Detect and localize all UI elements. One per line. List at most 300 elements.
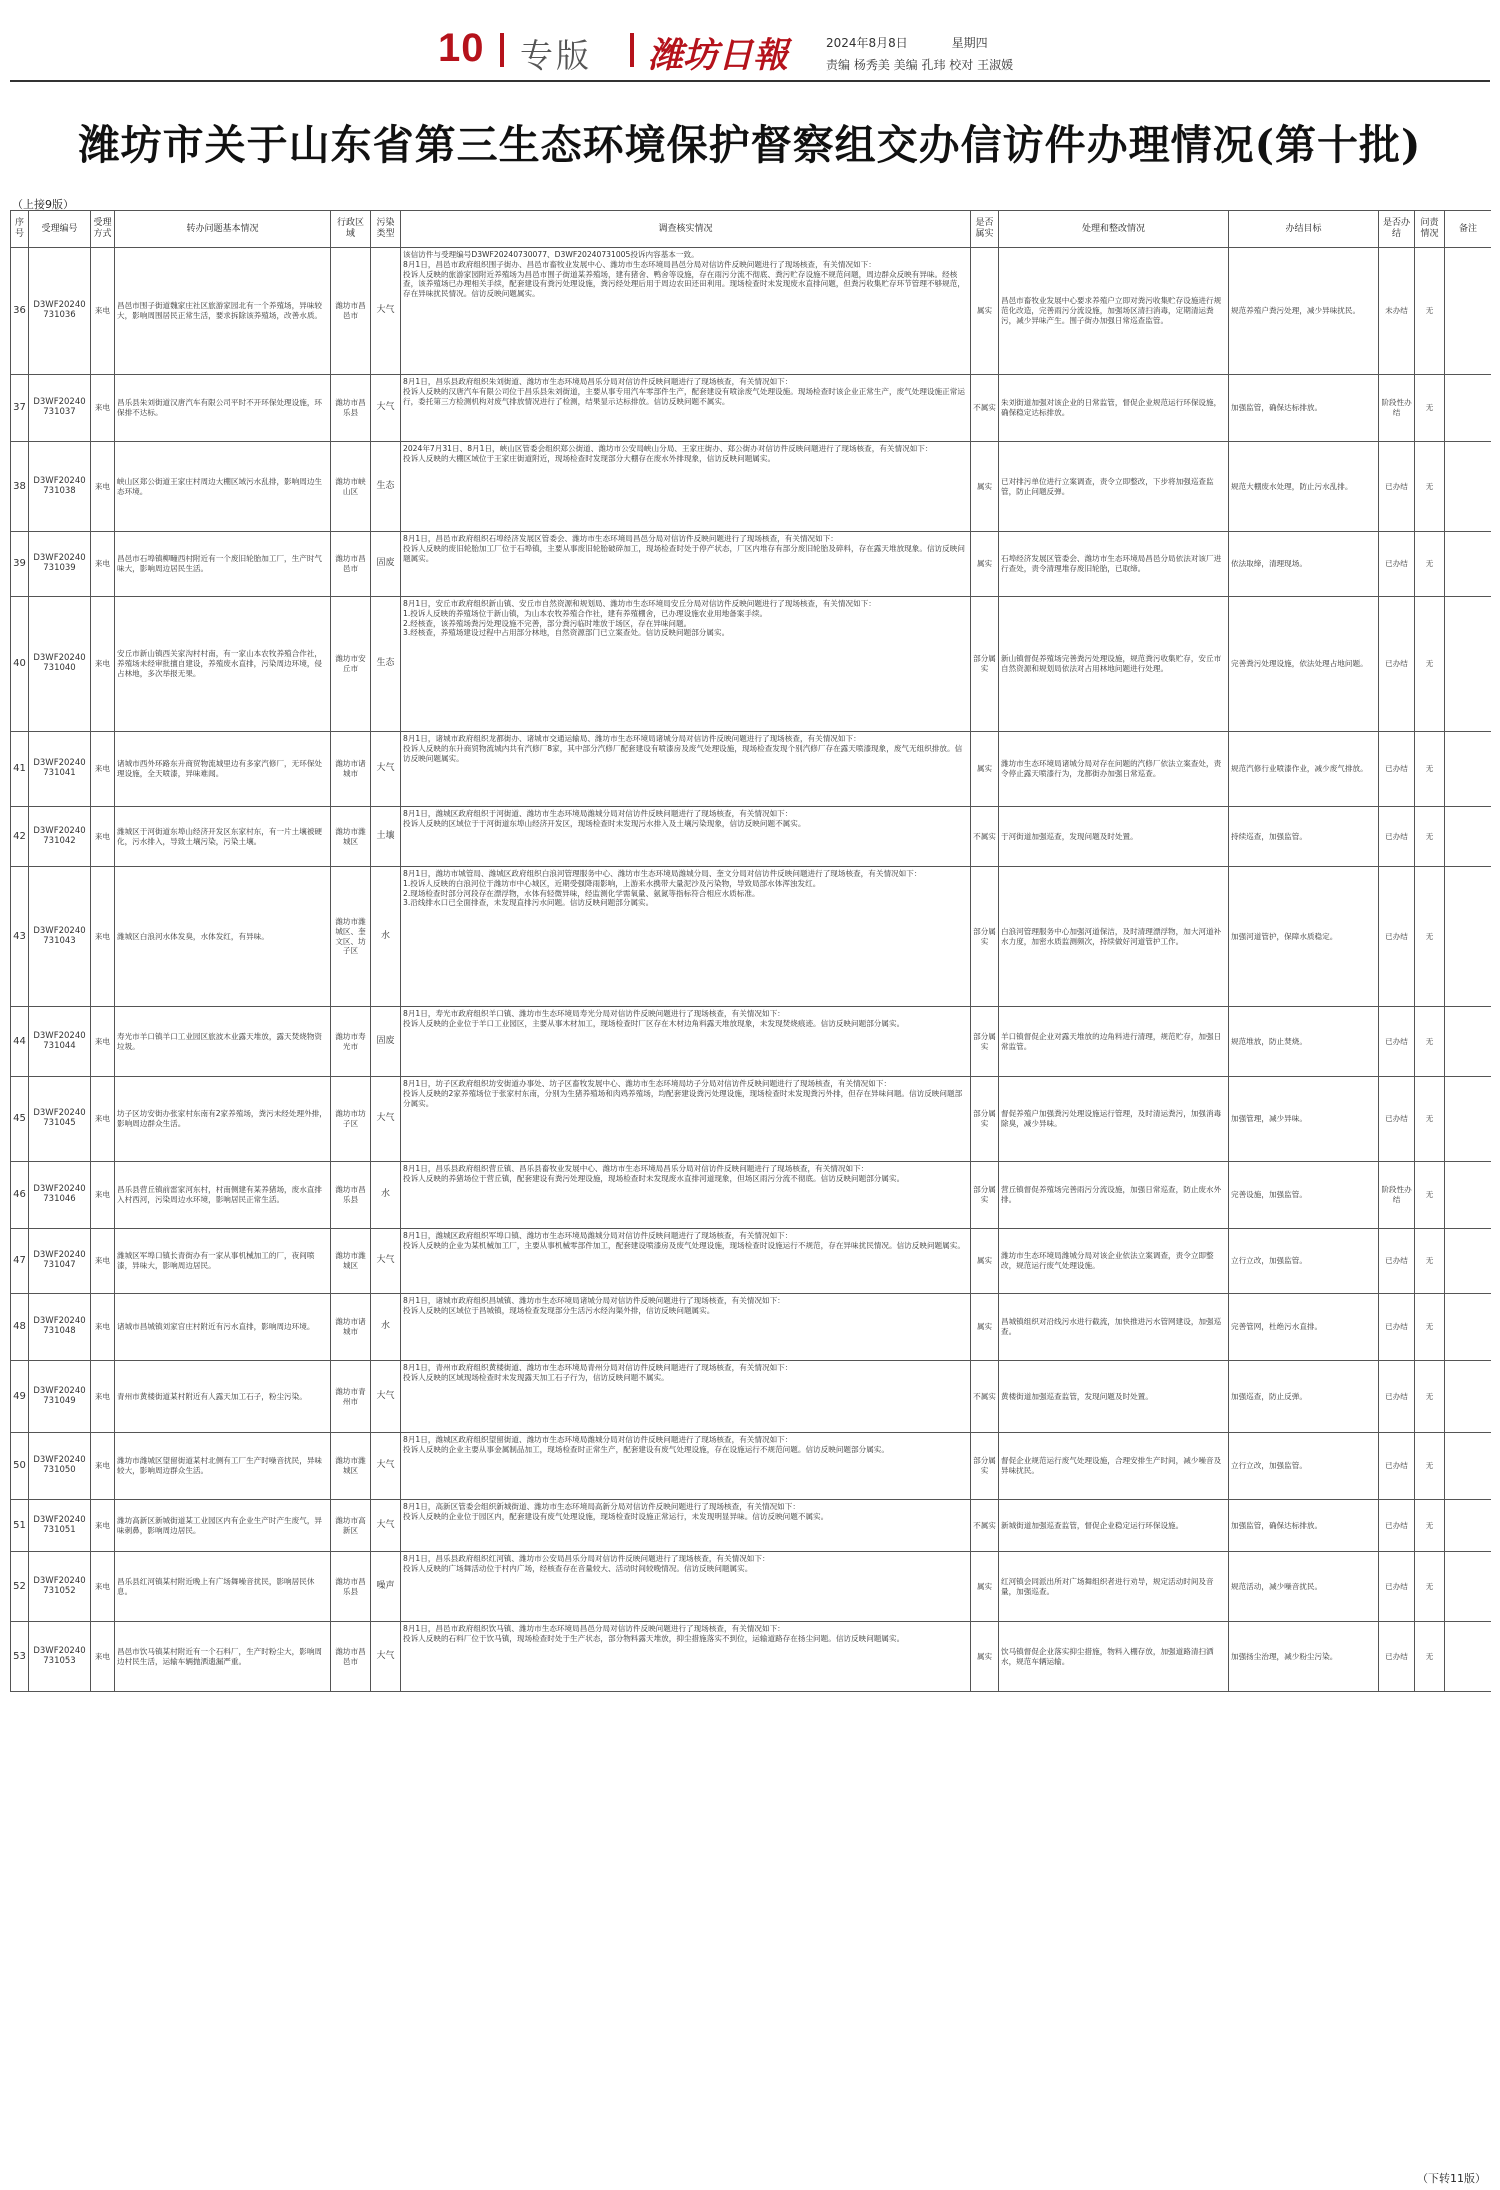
cell-method: 来电 <box>91 1433 115 1500</box>
cell-verified: 不属实 <box>971 807 999 867</box>
investigation-paragraph: 1.投诉人反映的养殖场位于新山镇，为山本农牧养殖合作社，建有养殖棚舍，已办理设施农业用地备案手续。 <box>403 608 768 618</box>
cell-note <box>1445 807 1492 867</box>
cell-method: 来电 <box>91 442 115 532</box>
cell-pollution-type: 水 <box>371 1162 401 1229</box>
cell-number: 43 <box>11 867 29 1007</box>
cell-completion: 未办结 <box>1379 248 1415 375</box>
column-header: 转办问题基本情况 <box>115 211 331 248</box>
cell-handling: 督促养殖户加强粪污处理设施运行管理，及时清运粪污，加强消毒除臭，减少异味。 <box>999 1077 1229 1162</box>
cell-case-id: D3WF20240731046 <box>29 1162 91 1229</box>
table-row <box>11 442 1492 532</box>
cell-issue: 潍城区于河街道东埠山经济开发区东家村东，有一片土壤被硬化，污水排入，导致土壤污染，污染土壤。 <box>115 807 331 867</box>
cell-accountability: 无 <box>1415 1007 1445 1077</box>
cell-pollution-type: 大气 <box>371 1500 401 1552</box>
cell-pollution-type: 噪声 <box>371 1552 401 1622</box>
cell-completion: 已办结 <box>1379 732 1415 807</box>
cell-verified: 不属实 <box>971 1500 999 1552</box>
cell-pollution-type: 固废 <box>371 1007 401 1077</box>
cell-note <box>1445 732 1492 807</box>
table-row <box>11 1007 1492 1077</box>
cell-verified: 不属实 <box>971 1361 999 1433</box>
cell-pollution-type: 水 <box>371 1294 401 1361</box>
cell-region: 潍坊市昌乐县 <box>331 375 371 442</box>
cell-target: 依法取缔，清理现场。 <box>1229 532 1379 597</box>
cell-number: 38 <box>11 442 29 532</box>
cell-issue: 青州市黄楼街道某村附近有人露天加工石子，粉尘污染。 <box>115 1361 331 1433</box>
cell-pollution-type: 固废 <box>371 532 401 597</box>
cell-accountability: 无 <box>1415 807 1445 867</box>
column-header: 污染类型 <box>371 211 401 248</box>
column-header: 是否属实 <box>971 211 999 248</box>
cell-handling: 石埠经济发展区管委会、潍坊市生态环境局昌邑分局依法对该厂进行查处，责令清理堆存废旧轮胎，已取缔。 <box>999 532 1229 597</box>
cell-note <box>1445 248 1492 375</box>
cell-accountability: 无 <box>1415 1077 1445 1162</box>
investigation-paragraph: 投诉人反映的区域位于于河街道东埠山经济开发区，现场检查时未发现污水排入及土壤污染现象，信访反映问题不属实。 <box>403 818 806 828</box>
cell-case-id: D3WF20240731043 <box>29 867 91 1007</box>
cell-method: 来电 <box>91 1229 115 1294</box>
masthead-divider <box>500 33 504 67</box>
cell-handling: 白浪河管理服务中心加强河道保洁，及时清理漂浮物，加大河道补水力度，加密水质监测频次，持续做好河道管护工作。 <box>999 867 1229 1007</box>
table-row <box>11 375 1492 442</box>
cell-region: 潍坊市高新区 <box>331 1500 371 1552</box>
cell-handling: 督促企业规范运行废气处理设施，合理安排生产时间，减少噪音及异味扰民。 <box>999 1433 1229 1500</box>
cell-number: 49 <box>11 1361 29 1433</box>
cell-target: 完善设施，加强监管。 <box>1229 1162 1379 1229</box>
masthead-rule <box>10 80 1490 82</box>
cell-target: 规范堆放，防止焚烧。 <box>1229 1007 1379 1077</box>
cell-number: 48 <box>11 1294 29 1361</box>
cell-region: 潍坊市峡山区 <box>331 442 371 532</box>
cell-completion: 已办结 <box>1379 1433 1415 1500</box>
cell-issue: 峡山区郑公街道王家庄村周边大棚区域污水乱排，影响周边生态环境。 <box>115 442 331 532</box>
cell-case-id: D3WF20240731040 <box>29 597 91 732</box>
cell-handling: 饮马镇督促企业落实抑尘措施，物料入棚存放，加强道路清扫洒水，规范车辆运输。 <box>999 1622 1229 1692</box>
cell-case-id: D3WF20240731047 <box>29 1229 91 1294</box>
investigation-paragraph: 8月1日，昌乐县政府组织朱刘街道、潍坊市生态环境局昌乐分局对信访件反映问题进行了现场核查，有关情况如下： <box>403 377 793 386</box>
cell-case-id: D3WF20240731049 <box>29 1361 91 1433</box>
cell-issue: 昌乐县营丘镇前雷家河东村，村南侧建有某养猪场，废水直排入村西河，污染周边水环境，影响居民正常生活。 <box>115 1162 331 1229</box>
cell-note <box>1445 1500 1492 1552</box>
cell-method: 来电 <box>91 375 115 442</box>
cell-note <box>1445 532 1492 597</box>
investigation-paragraph: 2.现场检查时部分河段存在漂浮物，水体有轻微异味，经监测化学需氧量、氨氮等指标符合相应水质标准。 <box>403 888 760 898</box>
table-row <box>11 1077 1492 1162</box>
cell-method: 来电 <box>91 807 115 867</box>
cell-region: 潍坊市诸城市 <box>331 732 371 807</box>
cell-handling: 昌城镇组织对沿线污水进行截流，加快推进污水管网建设，加强巡查。 <box>999 1294 1229 1361</box>
cell-handling: 羊口镇督促企业对露天堆放的边角料进行清理，规范贮存，加强日常监管。 <box>999 1007 1229 1077</box>
investigation-paragraph: 投诉人反映的区域现场检查时未发现露天加工石子行为，信访反映问题不属实。 <box>403 1372 669 1382</box>
cell-number: 36 <box>11 248 29 375</box>
cell-target: 加强监管，确保达标排放。 <box>1229 1500 1379 1552</box>
cell-investigation <box>401 375 971 442</box>
table-row <box>11 867 1492 1007</box>
cell-accountability: 无 <box>1415 1361 1445 1433</box>
cell-number: 45 <box>11 1077 29 1162</box>
cell-pollution-type: 大气 <box>371 375 401 442</box>
cell-issue: 昌邑市围子街道魏家庄社区旅游家园北有一个养殖场，异味较大，影响周围居民正常生活，要求拆除该养殖场，改善水质。 <box>115 248 331 375</box>
cell-case-id: D3WF20240731051 <box>29 1500 91 1552</box>
investigation-paragraph: 投诉人反映的广场舞活动位于村内广场，经核查存在音量较大、活动时间较晚情况。信访反映问题属实。 <box>403 1563 753 1573</box>
table-row <box>11 248 1492 375</box>
cell-completion: 已办结 <box>1379 1077 1415 1162</box>
cell-method: 来电 <box>91 1552 115 1622</box>
cell-issue: 昌邑市石埠镇柳疃西村附近有一个废旧轮胎加工厂，生产时气味大，影响周边居民生活。 <box>115 532 331 597</box>
cell-number: 50 <box>11 1433 29 1500</box>
cell-completion: 已办结 <box>1379 442 1415 532</box>
cell-case-id: D3WF20240731053 <box>29 1622 91 1692</box>
cell-region: 潍坊市昌邑市 <box>331 248 371 375</box>
cell-investigation <box>401 1229 971 1294</box>
cell-issue: 昌乐县红河镇某村附近晚上有广场舞噪音扰民，影响居民休息。 <box>115 1552 331 1622</box>
cell-note <box>1445 867 1492 1007</box>
cell-completion: 已办结 <box>1379 1622 1415 1692</box>
cell-accountability: 无 <box>1415 867 1445 1007</box>
cell-verified: 属实 <box>971 732 999 807</box>
cell-note <box>1445 1007 1492 1077</box>
cell-issue: 昌乐县朱刘街道汉唐汽车有限公司平时不开环保处理设施，环保排不达标。 <box>115 375 331 442</box>
cell-case-id: D3WF20240731042 <box>29 807 91 867</box>
cell-number: 37 <box>11 375 29 442</box>
cell-investigation <box>401 1552 971 1622</box>
investigation-paragraph: 2.经核查，该养殖场粪污处理设施不完善，部分粪污临时堆放于场区，存在异味问题。 <box>403 618 692 628</box>
cell-target: 加强管理，减少异味。 <box>1229 1077 1379 1162</box>
cell-note <box>1445 1552 1492 1622</box>
issue-date: 2024年8月8日 <box>826 36 908 50</box>
cell-number: 40 <box>11 597 29 732</box>
cell-verified: 属实 <box>971 1229 999 1294</box>
cell-method: 来电 <box>91 732 115 807</box>
cell-verified: 不属实 <box>971 375 999 442</box>
table-row <box>11 1162 1492 1229</box>
cell-region: 潍坊市安丘市 <box>331 597 371 732</box>
investigation-paragraph: 8月1日，昌乐县政府组织红河镇、潍坊市公安局昌乐分局对信访件反映问题进行了现场核查，有关情况如下： <box>403 1554 770 1563</box>
cell-pollution-type: 大气 <box>371 1077 401 1162</box>
investigation-paragraph: 8月1日，诸城市政府组织龙都街办、诸城市交通运输局、潍坊市生态环境局诸城分局对信访件反映问题进行了现场核查，有关情况如下： <box>403 734 861 743</box>
table-row <box>11 732 1492 807</box>
table-container <box>10 210 1491 2164</box>
issue-weekday: 星期四 <box>951 36 988 50</box>
cell-verified: 属实 <box>971 1552 999 1622</box>
cell-note <box>1445 597 1492 732</box>
cell-method: 来电 <box>91 1500 115 1552</box>
cell-verified: 部分属实 <box>971 1433 999 1500</box>
cell-region: 潍坊市昌邑市 <box>331 532 371 597</box>
cell-accountability: 无 <box>1415 1433 1445 1500</box>
investigation-paragraph: 投诉人反映的旅游家园附近养殖场为昌邑市围子街道某养殖场，建有猪舍、鸭舍等设施，存在雨污分流不彻底、粪污贮存设施不规范问题，周边群众反映有异味。经核查，该养殖场已办理相关手续，配套建设有粪污处理设施，粪污经处理后用于周边农田还田利用。现场检查时未发现废水直排问题，但粪污收集贮存环节管理不够规范，存在异味扰民情况。信访反映问题属实。 <box>403 269 965 299</box>
cell-region: 潍坊市潍城区 <box>331 1229 371 1294</box>
cell-accountability: 无 <box>1415 1162 1445 1229</box>
cell-issue: 潍城区军埠口镇长青街办有一家从事机械加工的厂，夜间喷漆，异味大，影响周边居民。 <box>115 1229 331 1294</box>
page-title: 潍坊市关于山东省第三生态环境保护督察组交办信访件办理情况(第十批) <box>78 121 1422 169</box>
cell-verified: 部分属实 <box>971 1077 999 1162</box>
column-header: 处理和整改情况 <box>999 211 1229 248</box>
cell-number: 52 <box>11 1552 29 1622</box>
cell-target: 加强河道管护，保障水质稳定。 <box>1229 867 1379 1007</box>
investigation-paragraph: 2024年7月31日、8月1日，峡山区管委会组织郑公街道、潍坊市公安局峡山分局、王家庄街办、郑公街办对信访件反映问题进行了现场核查，有关情况如下： <box>403 444 933 453</box>
section-name: 专版 <box>520 36 592 75</box>
cell-handling: 潍坊市生态环境局潍城分局对该企业依法立案调查，责令立即整改，规范运行废气处理设施。 <box>999 1229 1229 1294</box>
cell-investigation <box>401 597 971 732</box>
cell-issue: 安丘市新山镇西关家沟村村南，有一家山本农牧养殖合作社，养殖场未经审批擅自建设，养殖废水直排，污染周边环境，侵占林地，多次举报无果。 <box>115 597 331 732</box>
cell-pollution-type: 大气 <box>371 732 401 807</box>
cell-issue: 潍城区白浪河水体发臭，水体发红，有异味。 <box>115 867 331 1007</box>
cell-note <box>1445 1622 1492 1692</box>
cell-case-id: D3WF20240731044 <box>29 1007 91 1077</box>
cell-investigation <box>401 248 971 375</box>
cell-note <box>1445 375 1492 442</box>
cell-investigation <box>401 807 971 867</box>
cell-note <box>1445 1361 1492 1433</box>
cell-case-id: D3WF20240731045 <box>29 1077 91 1162</box>
column-header: 问责情况 <box>1415 211 1445 248</box>
column-header: 是否办结 <box>1379 211 1415 248</box>
cell-investigation <box>401 442 971 532</box>
investigation-paragraph: 8月1日，青州市政府组织黄楼街道、潍坊市生态环境局青州分局对信访件反映问题进行了现场核查，有关情况如下： <box>403 1363 793 1372</box>
cell-accountability: 无 <box>1415 375 1445 442</box>
cell-method: 来电 <box>91 1162 115 1229</box>
investigation-paragraph: 8月1日，高新区管委会组织新城街道、潍坊市生态环境局高新分局对信访件反映问题进行了现场核查，有关情况如下： <box>403 1502 800 1511</box>
cell-completion: 已办结 <box>1379 532 1415 597</box>
column-header: 备注 <box>1445 211 1492 248</box>
investigation-paragraph: 8月1日，昌邑市政府组织石埠经济发展区管委会、潍坊市生态环境局昌邑分局对信访件反映问题进行了现场核查，有关情况如下： <box>403 534 838 543</box>
cell-verified: 属实 <box>971 1622 999 1692</box>
cell-completion: 已办结 <box>1379 1294 1415 1361</box>
investigation-paragraph: 投诉人反映的2家养殖场位于张家村东南，分别为生猪养殖场和肉鸡养殖场，均配套建设粪污处理设施，现场检查时未发现粪污外排，但存在异味问题。信访反映问题部分属实。 <box>403 1088 963 1108</box>
investigation-paragraph: 8月1日，昌乐县政府组织营丘镇、昌乐县畜牧业发展中心、潍坊市生态环境局昌乐分局对信访件反映问题进行了现场核查，有关情况如下： <box>403 1164 869 1173</box>
cell-method: 来电 <box>91 867 115 1007</box>
cell-issue: 诸城市昌城镇刘家官庄村附近有污水直排，影响周边环境。 <box>115 1294 331 1361</box>
cell-number: 39 <box>11 532 29 597</box>
cell-target: 完善管网，杜绝污水直排。 <box>1229 1294 1379 1361</box>
petition-table <box>10 210 1491 1692</box>
cell-completion: 已办结 <box>1379 1229 1415 1294</box>
table-row <box>11 532 1492 597</box>
cell-target: 加强扬尘治理，减少粉尘污染。 <box>1229 1622 1379 1692</box>
cell-investigation <box>401 1294 971 1361</box>
cell-investigation <box>401 1361 971 1433</box>
cell-target: 持续巡查，加强监管。 <box>1229 807 1379 867</box>
cell-target: 立行立改，加强监管。 <box>1229 1229 1379 1294</box>
cell-case-id: D3WF20240731041 <box>29 732 91 807</box>
investigation-paragraph: 3.经核查，养殖场建设过程中占用部分林地，自然资源部门已立案查处。信访反映问题部分属实。 <box>403 628 730 638</box>
cell-target: 立行立改，加强监管。 <box>1229 1433 1379 1500</box>
column-header: 调查核实情况 <box>401 211 971 248</box>
cell-completion: 已办结 <box>1379 1552 1415 1622</box>
cell-completion: 已办结 <box>1379 867 1415 1007</box>
cell-region: 潍坊市昌乐县 <box>331 1162 371 1229</box>
cell-number: 41 <box>11 732 29 807</box>
column-header: 受理编号 <box>29 211 91 248</box>
table-row <box>11 1361 1492 1433</box>
cell-case-id: D3WF20240731037 <box>29 375 91 442</box>
cell-verified: 部分属实 <box>971 867 999 1007</box>
cell-pollution-type: 大气 <box>371 1433 401 1500</box>
table-row <box>11 597 1492 732</box>
cell-pollution-type: 生态 <box>371 597 401 732</box>
cell-region: 潍坊市昌邑市 <box>331 1622 371 1692</box>
cell-note <box>1445 442 1492 532</box>
cell-case-id: D3WF20240731039 <box>29 532 91 597</box>
cell-accountability: 无 <box>1415 532 1445 597</box>
investigation-paragraph: 投诉人反映的汉唐汽车有限公司位于昌乐县朱刘街道，主要从事专用汽车零部件生产，配套建设有喷涂废气处理设施。现场检查时该企业正常生产，废气处理设施正常运行，委托第三方检测机构对废气排放情况进行了检测，结果显示达标排放。信访反映问题不属实。 <box>403 386 965 406</box>
investigation-paragraph: 8月1日，昌邑市政府组织围子街办、昌邑市畜牧业发展中心、潍坊市生态环境局昌邑分局对信访件反映问题进行了现场核查，有关情况如下： <box>403 259 876 269</box>
cell-method: 来电 <box>91 1007 115 1077</box>
cell-completion: 已办结 <box>1379 1500 1415 1552</box>
cell-region: 潍坊市昌乐县 <box>331 1552 371 1622</box>
table-row <box>11 1229 1492 1294</box>
cell-accountability: 无 <box>1415 1552 1445 1622</box>
cell-investigation <box>401 732 971 807</box>
investigation-paragraph: 该信访件与受理编号D3WF20240730077、D3WF20240731005投诉内容基本一致。 <box>403 250 699 259</box>
cell-pollution-type: 水 <box>371 867 401 1007</box>
column-header: 序号 <box>11 211 29 248</box>
cell-note <box>1445 1294 1492 1361</box>
cell-verified: 属实 <box>971 442 999 532</box>
cell-accountability: 无 <box>1415 442 1445 532</box>
table-row <box>11 1552 1492 1622</box>
cell-method: 来电 <box>91 1077 115 1162</box>
cell-accountability: 无 <box>1415 1294 1445 1361</box>
cell-verified: 属实 <box>971 248 999 375</box>
investigation-paragraph: 投诉人反映的养猪场位于营丘镇，配套建设有粪污处理设施，现场检查时未发现废水直排河道现象，但场区雨污分流不彻底。信访反映问题部分属实。 <box>403 1173 905 1183</box>
cell-pollution-type: 土壤 <box>371 807 401 867</box>
cell-case-id: D3WF20240731038 <box>29 442 91 532</box>
investigation-paragraph: 8月1日，潍城区政府组织军埠口镇、潍坊市生态环境局潍城分局对信访件反映问题进行了现场核查，有关情况如下： <box>403 1231 793 1240</box>
column-header: 受理方式 <box>91 211 115 248</box>
cell-handling: 新山镇督促养殖场完善粪污处理设施，规范粪污收集贮存，安丘市自然资源和规划局依法对占用林地问题进行处理。 <box>999 597 1229 732</box>
cell-handling: 朱刘街道加强对该企业的日常监管，督促企业规范运行环保设施，确保稳定达标排放。 <box>999 375 1229 442</box>
cell-method: 来电 <box>91 1361 115 1433</box>
cell-investigation <box>401 867 971 1007</box>
table-row <box>11 1622 1492 1692</box>
cell-region: 潍坊市潍城区 <box>331 807 371 867</box>
cell-method: 来电 <box>91 597 115 732</box>
cell-method: 来电 <box>91 248 115 375</box>
cell-investigation <box>401 532 971 597</box>
cell-completion: 阶段性办结 <box>1379 1162 1415 1229</box>
cell-handling: 红河镇会同派出所对广场舞组织者进行劝导，规定活动时间及音量，加强巡查。 <box>999 1552 1229 1622</box>
cell-region: 潍坊市寿光市 <box>331 1007 371 1077</box>
cell-completion: 已办结 <box>1379 1361 1415 1433</box>
investigation-paragraph: 投诉人反映的企业位于羊口工业园区，主要从事木材加工，现场检查时厂区存在木材边角料露天堆放现象，未发现焚烧痕迹。信访反映问题部分属实。 <box>403 1018 905 1028</box>
investigation-paragraph: 8月1日，安丘市政府组织新山镇、安丘市自然资源和规划局、潍坊市生态环境局安丘分局对信访件反映问题进行了现场核查，有关情况如下： <box>403 599 876 608</box>
cell-target: 规范养殖户粪污处理，减少异味扰民。 <box>1229 248 1379 375</box>
cell-case-id: D3WF20240731050 <box>29 1433 91 1500</box>
column-header: 行政区域 <box>331 211 371 248</box>
cell-accountability: 无 <box>1415 732 1445 807</box>
masthead <box>0 0 1500 78</box>
cell-target: 规范大棚废水处理，防止污水乱排。 <box>1229 442 1379 532</box>
cell-issue: 潍坊市潍城区望留街道某村北侧有工厂生产时噪音扰民，异味较大，影响周边群众生活。 <box>115 1433 331 1500</box>
cell-pollution-type: 大气 <box>371 1622 401 1692</box>
table-row <box>11 1433 1492 1500</box>
cell-pollution-type: 大气 <box>371 248 401 375</box>
cell-number: 46 <box>11 1162 29 1229</box>
investigation-paragraph: 8月1日，昌邑市政府组织饮马镇、潍坊市生态环境局昌邑分局对信访件反映问题进行了现场核查，有关情况如下： <box>403 1624 785 1633</box>
cell-note <box>1445 1077 1492 1162</box>
investigation-paragraph: 投诉人反映的石料厂位于饮马镇，现场检查时处于生产状态，部分物料露天堆放，抑尘措施落实不到位，运输道路存在扬尘问题。信访反映问题属实。 <box>403 1633 905 1643</box>
investigation-paragraph: 3.沿线排水口已全面排查，未发现直排污水问题。信访反映问题部分属实。 <box>403 898 654 908</box>
page-number: 10 <box>438 26 485 70</box>
cell-handling: 潍坊市生态环境局诸城分局对存在问题的汽修厂依法立案查处，责令停止露天喷漆行为，龙都街办加强日常巡查。 <box>999 732 1229 807</box>
cell-handling: 已对排污单位进行立案调查，责令立即整改，下步将加强巡查监管，防止问题反弹。 <box>999 442 1229 532</box>
masthead-divider <box>630 33 634 67</box>
cell-target: 规范汽修行业喷漆作业，减少废气排放。 <box>1229 732 1379 807</box>
investigation-paragraph: 8月1日，坊子区政府组织坊安街道办事处、坊子区畜牧发展中心、潍坊市生态环境局坊子分局对信访件反映问题进行了现场核查，有关情况如下： <box>403 1079 892 1088</box>
cell-verified: 属实 <box>971 532 999 597</box>
cell-method: 来电 <box>91 1294 115 1361</box>
investigation-paragraph: 投诉人反映的区域位于昌城镇，现场检查发现部分生活污水经沟渠外排，信访反映问题属实。 <box>403 1305 715 1315</box>
cell-note <box>1445 1229 1492 1294</box>
cell-investigation <box>401 1500 971 1552</box>
cell-accountability: 无 <box>1415 1500 1445 1552</box>
investigation-paragraph: 投诉人反映的东升商贸物流城内共有汽修厂8家，其中部分汽修厂配套建设有喷漆房及废气处理设施，现场检查发现个别汽修厂存在露天喷漆现象，废气无组织排放。信访反映问题属实。 <box>403 743 963 763</box>
cell-case-id: D3WF20240731048 <box>29 1294 91 1361</box>
cell-accountability: 无 <box>1415 1622 1445 1692</box>
cell-target: 加强监管，确保达标排放。 <box>1229 375 1379 442</box>
investigation-paragraph: 8月1日，潍坊市城管局、潍城区政府组织白浪河管理服务中心、潍坊市生态环境局潍城分局、奎文分局对信访件反映问题进行了现场核查，有关情况如下： <box>403 869 922 878</box>
cell-investigation <box>401 1007 971 1077</box>
table-row <box>11 1500 1492 1552</box>
cell-issue: 潍坊高新区新城街道某工业园区内有企业生产时产生废气，异味刺鼻，影响周边居民。 <box>115 1500 331 1552</box>
cell-handling: 于河街道加强巡查，发现问题及时处置。 <box>999 807 1229 867</box>
cell-accountability: 无 <box>1415 1229 1445 1294</box>
cell-method: 来电 <box>91 1622 115 1692</box>
cell-target: 完善粪污处理设施，依法处理占地问题。 <box>1229 597 1379 732</box>
cell-number: 47 <box>11 1229 29 1294</box>
cell-handling: 黄楼街道加强巡查监管，发现问题及时处置。 <box>999 1361 1229 1433</box>
investigation-paragraph: 8月1日，潍城区政府组织望留街道、潍坊市生态环境局潍城分局对信访件反映问题进行了现场核查，有关情况如下： <box>403 1435 793 1444</box>
cell-number: 44 <box>11 1007 29 1077</box>
investigation-paragraph: 8月1日，诸城市政府组织昌城镇、潍坊市生态环境局诸城分局对信访件反映问题进行了现场核查，有关情况如下： <box>403 1296 785 1305</box>
cell-case-id: D3WF20240731052 <box>29 1552 91 1622</box>
investigation-paragraph: 投诉人反映的企业位于园区内，配套建设有废气处理设施，现场检查时设施正常运行，未发现明显异味。信访反映问题不属实。 <box>403 1511 829 1521</box>
cell-issue: 寿光市羊口镇羊口工业园区旅波木业露天堆放，露天焚烧物资垃圾。 <box>115 1007 331 1077</box>
cell-region: 潍坊市诸城市 <box>331 1294 371 1361</box>
table-header-row <box>11 211 1492 248</box>
cell-verified: 部分属实 <box>971 1007 999 1077</box>
cell-completion: 已办结 <box>1379 597 1415 732</box>
newspaper-logo: 潍坊日報 <box>648 35 789 76</box>
cell-completion: 阶段性办结 <box>1379 375 1415 442</box>
cell-issue: 诸城市西外环路东升商贸物流城里边有多家汽修厂，无环保处理设施，全天喷漆，异味难闻。 <box>115 732 331 807</box>
investigation-paragraph: 8月1日，寿光市政府组织羊口镇、潍坊市生态环境局寿光分局对信访件反映问题进行了现场核查，有关情况如下： <box>403 1009 785 1018</box>
cell-region: 潍坊市青州市 <box>331 1361 371 1433</box>
cell-pollution-type: 大气 <box>371 1229 401 1294</box>
cell-verified: 部分属实 <box>971 597 999 732</box>
cell-number: 42 <box>11 807 29 867</box>
cell-target: 规范活动，减少噪音扰民。 <box>1229 1552 1379 1622</box>
table-body <box>11 248 1492 1692</box>
cell-region: 潍坊市潍城区 <box>331 1433 371 1500</box>
cell-region: 潍坊市潍城区、奎文区、坊子区 <box>331 867 371 1007</box>
continued-from-note: （上接9版） <box>12 198 74 211</box>
investigation-paragraph: 投诉人反映的企业主要从事金属制品加工，现场检查时正常生产，配套建设有废气处理设施，存在设施运行不规范问题。信访反映问题部分属实。 <box>403 1444 889 1454</box>
investigation-paragraph: 投诉人反映的企业为某机械加工厂，主要从事机械零部件加工，配套建设喷漆房及废气处理设施，现场检查时设施运行不规范，存在异味扰民情况。信访反映问题属实。 <box>403 1240 965 1250</box>
cell-investigation <box>401 1077 971 1162</box>
table-row <box>11 807 1492 867</box>
cell-number: 53 <box>11 1622 29 1692</box>
cell-completion: 已办结 <box>1379 1007 1415 1077</box>
editor-credits: 责编 杨秀美 美编 孔玮 校对 王淑媛 <box>826 58 1014 72</box>
cell-pollution-type: 生态 <box>371 442 401 532</box>
cell-handling: 昌邑市畜牧业发展中心要求养殖户立即对粪污收集贮存设施进行规范化改造，完善雨污分流设施，加强场区清扫消毒，定期清运粪污，减少异味产生。围子街办加强日常巡查监管。 <box>999 248 1229 375</box>
investigation-paragraph: 投诉人反映的废旧轮胎加工厂位于石埠镇，主要从事废旧轮胎破碎加工，现场检查时处于停产状态，厂区内堆存有部分废旧轮胎及碎料，存在露天堆放现象。信访反映问题属实。 <box>403 543 965 563</box>
investigation-paragraph: 8月1日，潍城区政府组织于河街道、潍坊市生态环境局潍城分局对信访件反映问题进行了现场核查，有关情况如下： <box>403 809 793 818</box>
column-header: 办结目标 <box>1229 211 1379 248</box>
issue-date-line <box>826 34 988 51</box>
